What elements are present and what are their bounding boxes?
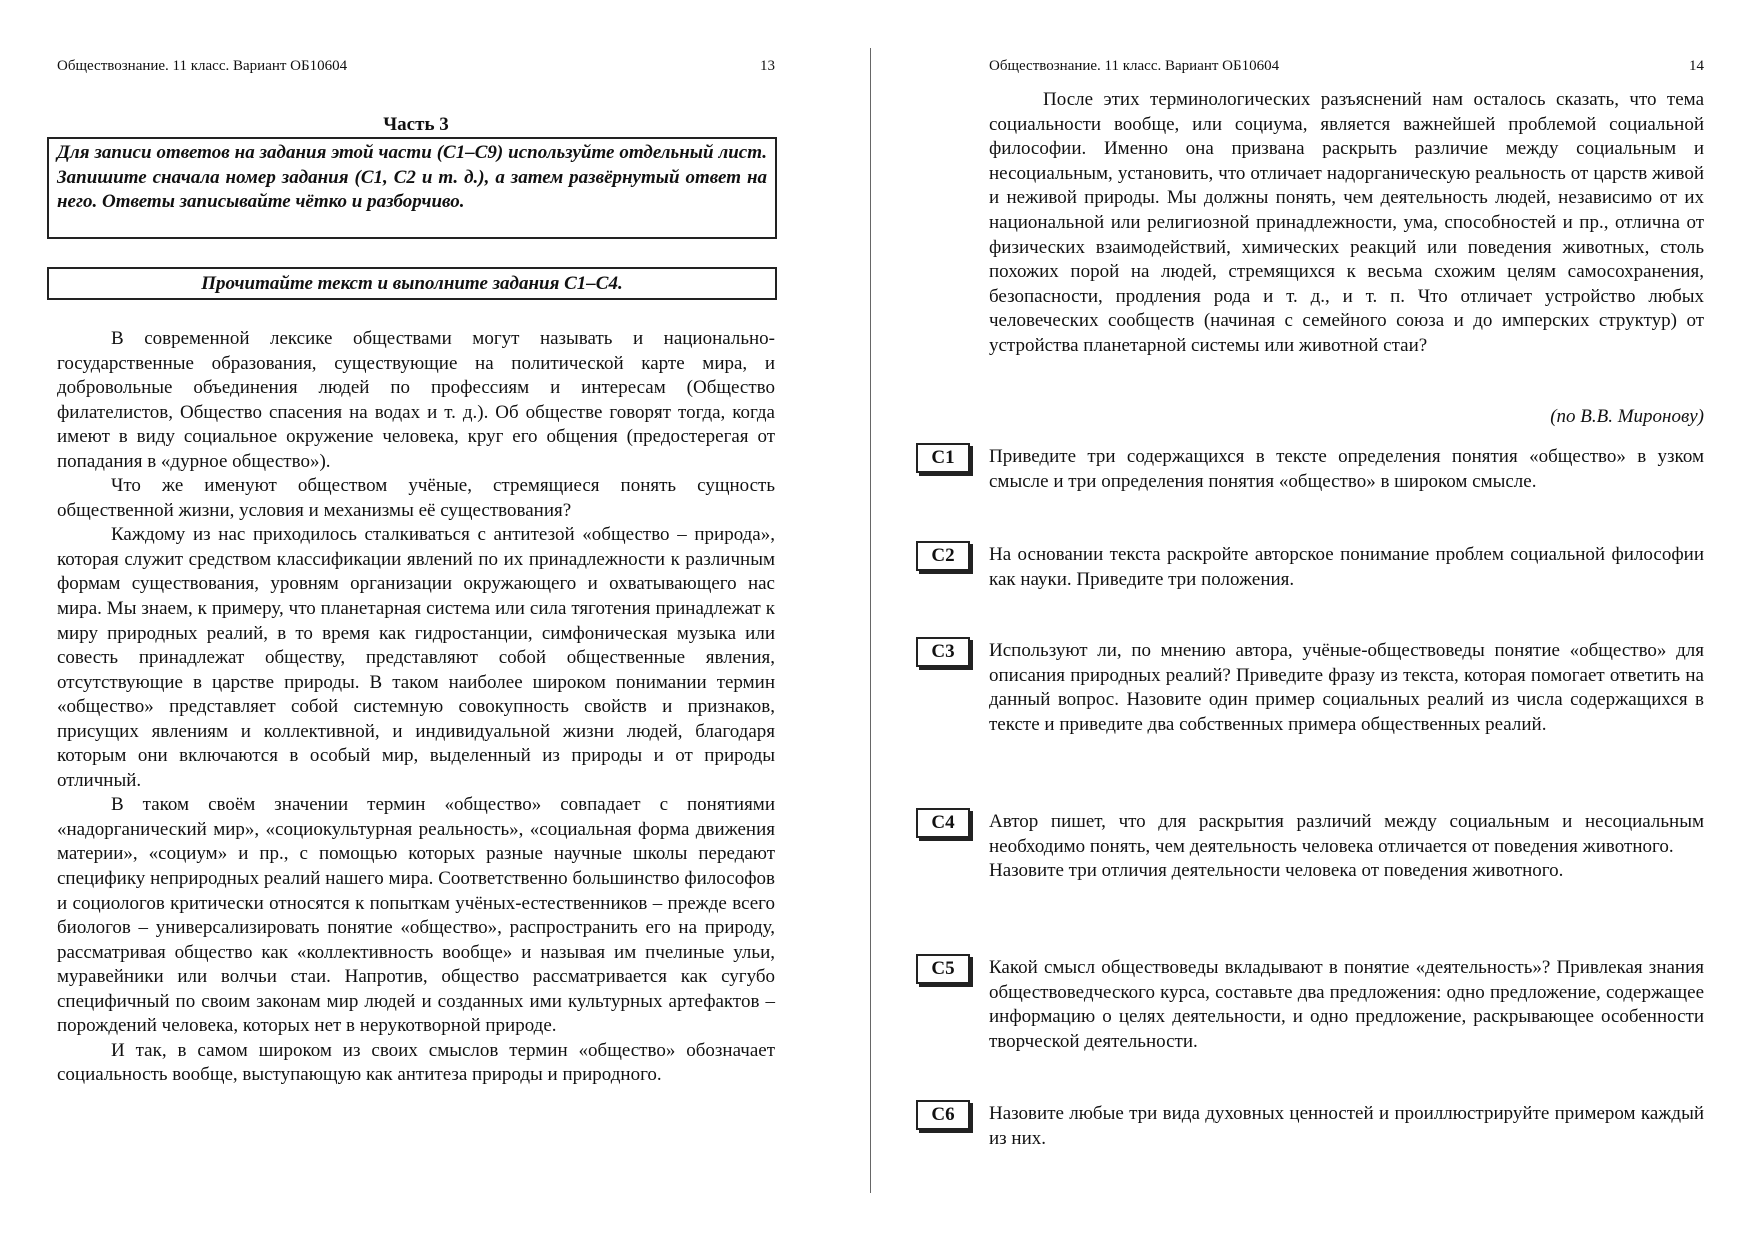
paragraph: Каждому из нас приходилось сталкиваться с антитезой «общество – природа», которая служит средством классификации явлений по их принадлежности к различным формам существования, уровням организации окружающего и охватывающего нас мира. Мы знаем, к примеру, что планетарная система или сила тяготения принадлежат к миру природных реалий, в то время как гидростанции, симфоническая музыка или совесть принадлежат обществу, представляют собой общественные явления, отсутствующие в царстве природы. В таком наиболее широком понимании термин «общество» представляет собой системную совокупность свойств и признаков, присущих явлениям и коллективной, и индивидуальной жизни людей, благодаря которым они включаются в особый мир, выделенный из природы и от природы отличный. [57,524,775,791]
paragraph: В современной лексике обществами могут называть и национально-государственные образования, существующие на политической карте мира, и добровольные объединения людей по профессиям и интересам (Общество филателистов, Общество спасения на водах и т. д.). Об обществе говорят тогда, когда имеют в виду социальное окружение человека, круг его общения (предостерегая от попадания в «дурное общество»). [57,328,775,472]
question-text: Используют ли, по мнению автора, учёные-обществоведы понятие «общество» для описания природных реалий? Приведите фразу из текста, которая помогает ответить на данный вопрос. Назовите один пример социальных реалий из числа содержащихся в тексте и приведите два собственных примера общественных реалий. [989,640,1704,735]
question-label: С3 [916,637,970,667]
task-heading-box: Прочитайте текст и выполните задания С1–С4. [47,267,777,300]
left-page-header [57,58,775,78]
attribution: (по В.В. Миронову) [1550,406,1704,427]
paragraph: Что же именуют обществом учёные, стремящиеся понять сущность общественной жизни, условия и механизмы её существования? [57,475,775,521]
paragraph: И так, в самом широком из своих смыслов термин «общество» обозначает социальность вообще, выступающую как антитеза природы и природного. [57,1039,775,1086]
question-text-line: Назовите три отличия деятельности человека от поведения животного. [989,860,1564,882]
question-label: С2 [916,541,970,571]
part-title: Часть 3 [383,114,449,135]
page-number: 14 [1689,58,1704,74]
question-text: Какой смысл обществоведы вкладывают в понятие «деятельность»? Привлекая знания обществоведческого курса, составьте два предложения: одно предложение, содержащее информацию о целях деятельности, и одно предложение, раскрывающее особенности творческой деятельности. [989,957,1704,1052]
question-label: С4 [916,808,970,838]
question-text: На основании текста раскройте авторское понимание проблем социальной философии как науки. Приведите три положения. [989,544,1704,590]
question-text [989,810,1704,884]
page-number: 13 [760,58,775,74]
right-page-header [989,58,1704,78]
paragraph: После этих терминологических разъяснений нам осталось сказать, что тема социальности вообще, или социума, является важнейшей проблемой социальной философии. Именно она призвана раскрыть различие между социальным и несоциальным, установить, что отличает надорганическую реальность от царств живой и неживой природы. Мы должны понять, чем деятельность людей, независимо от их национальной или религиозной принадлежности, ума, способностей и пр., отлична от физических взаимодействий, химических реакций или поведения животных, столь похожих порой на людей, стремящихся к весьма схожим целям самосохранения, безопасности, продления рода и т. д., и т. п. Что отличает устройство любых человеческих сообществ (начиная с семейного союза и до имперских структур) от устройства планетарной системы или животной стаи? [989,89,1704,356]
reading-text-continued [989,88,1704,359]
header-title: Обществознание. 11 класс. Вариант ОБ10604 [57,58,348,74]
paragraph: В таком своём значении термин «общество» совпадает с понятиями «надорганический мир», «социокультурная реальность», «социальная форма движения материи», «социум» и пр., с помощью которых разные научные школы передают специфику неприродных реалий нашего мира. Соответственно большинство философов и социологов критически относятся к попыткам учёных-естественников – прежде всего биологов – универсализировать понятие «общество», распространить его на природу, рассматривая общество как «коллективность вообще» и называя им пчелиные ульи, муравейники или волчьи стаи. Напротив, общество рассматривается как сугубо специфичный по своим законам мир людей и созданных ими культурных артефактов – порождений человека, которых нет в нерукотворной природе. [57,794,775,1037]
page-divider [870,48,871,1193]
header-title: Обществознание. 11 класс. Вариант ОБ10604 [989,58,1280,74]
question-label: С6 [916,1100,970,1130]
question-label: С5 [916,954,970,984]
question-text: Приведите три содержащихся в тексте определения понятия «общество» в узком смысле и три определения понятия «общество» в широком смысле. [989,446,1704,492]
question-label: С1 [916,443,970,473]
instructions-box: Для записи ответов на задания этой части (С1–С9) используйте отдельный лист. Запишите сначала номер задания (С1, С2 и т. д.), а затем развёрнутый ответ на него. Ответы записывайте чётко и разборчиво. [47,137,777,239]
reading-text [57,327,775,1088]
question-text: Назовите любые три вида духовных ценностей и проиллюстрируйте примером каждый из них. [989,1103,1704,1149]
question-text-line: Автор пишет, что для раскрытия различий между социальным и несоциальным необходимо понять, чем деятельность человека отличается от поведения животного. [989,811,1704,857]
